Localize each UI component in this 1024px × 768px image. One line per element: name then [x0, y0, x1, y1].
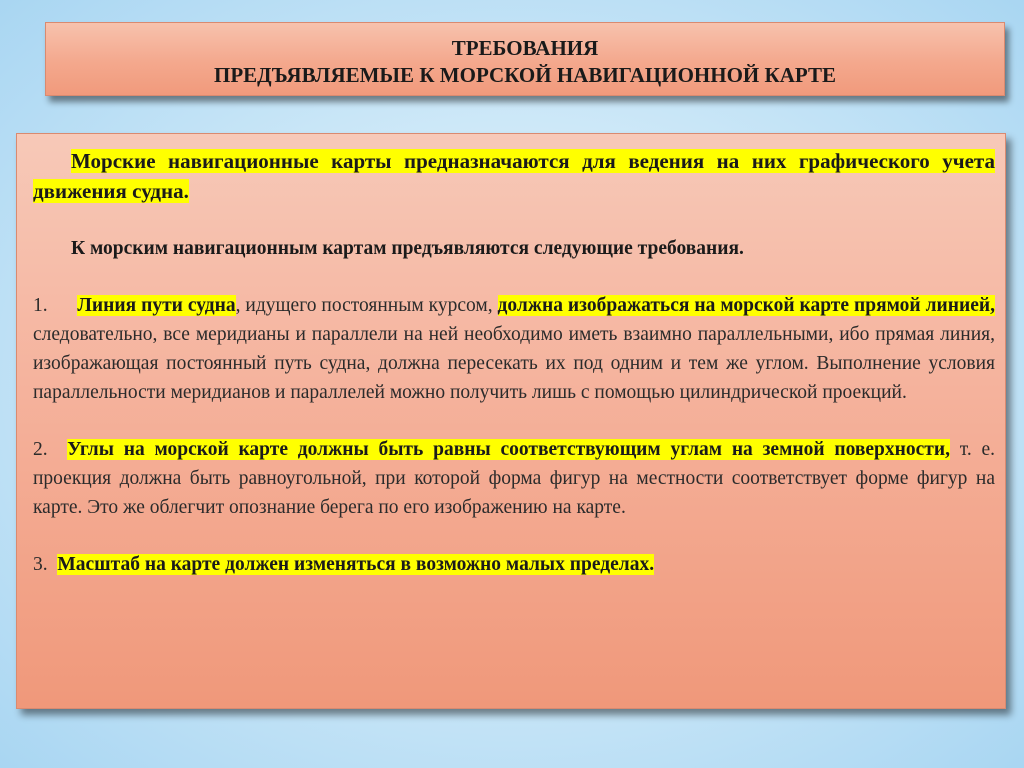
item-number: 2. [33, 439, 48, 460]
item-highlight: должна изображаться на морской карте прямой линией, [497, 295, 995, 316]
title-line-1: ТРЕБОВАНИЯ [451, 36, 599, 60]
item-highlight: Масштаб на карте должен изменяться в возможно малых пределах. [57, 554, 655, 575]
item-number: 1. [33, 295, 48, 316]
requirement-item-1 [33, 291, 995, 407]
intro-paragraph [33, 146, 995, 206]
requirements-lead: К морским навигационным картам предъявляются следующие требования. [71, 238, 744, 259]
requirement-item-3 [33, 550, 995, 579]
intro-highlight: Морские навигационные карты предназначаются для ведения на них графического учета движения судна. [33, 149, 995, 203]
item-number: 3. [33, 554, 48, 575]
title-box [45, 22, 1005, 96]
item-text: т. е. проекция должна быть равноугольной, при которой форма фигур на местности соответствует форме фигур на карте. Это же облегчит опознание берега по его изображению на карте. [33, 439, 996, 518]
item-text: , идущего постоянным курсом, [235, 295, 498, 316]
content-box [16, 133, 1006, 709]
item-highlight: Линия пути судна [77, 295, 236, 316]
item-highlight: Углы на морской карте должны быть равны соответствующим углам на земной поверхности, [67, 439, 950, 460]
item-text: следовательно, все меридианы и параллели на ней необходимо иметь взаимно параллельными, ибо прямая линия, изображающая постоянный путь судна, должна пересекать их под одним и тем же углом. Выполнение условия параллельности меридианов и параллелей можно получить лишь с помощью цилиндрической проекций. [33, 324, 995, 403]
title-line-2: ПРЕДЪЯВЛЯЕМЫЕ К МОРСКОЙ НАВИГАЦИОННОЙ КАРТЕ [214, 63, 836, 87]
requirement-item-2 [33, 435, 995, 522]
